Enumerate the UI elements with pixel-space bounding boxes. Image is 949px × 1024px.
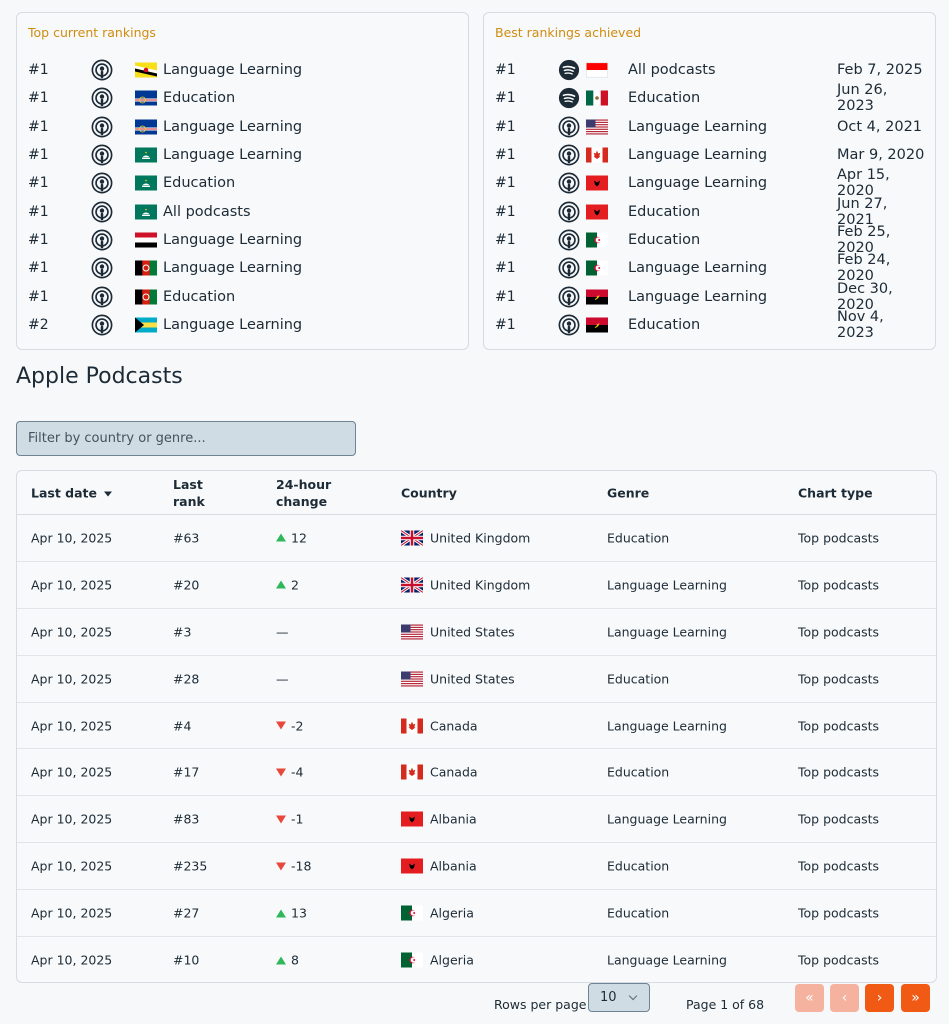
ranking-genre: Language Learning <box>628 118 768 135</box>
table-row[interactable] <box>17 703 936 750</box>
table-header <box>17 471 936 515</box>
cell-genre: Education <box>607 671 670 687</box>
apple-podcasts-icon <box>558 116 580 138</box>
cell-chart-type: Top podcasts <box>798 764 880 780</box>
cell-country <box>401 906 474 921</box>
ranking-row[interactable] <box>28 113 458 141</box>
ranking-date: Apr 15, 2020 <box>837 167 890 200</box>
ranking-row[interactable] <box>495 113 925 141</box>
rank-number: #1 <box>495 118 516 135</box>
flag-canada-icon <box>401 765 423 780</box>
trend-down-icon <box>276 862 286 870</box>
flag-algeria-icon <box>401 953 423 968</box>
cell-genre: Education <box>607 905 670 921</box>
ranking-row[interactable] <box>495 167 925 200</box>
card-title: Best rankings achieved <box>495 25 642 40</box>
flag-usa-icon <box>586 119 608 134</box>
flag-usa-icon <box>401 624 423 639</box>
header-genre: Genre <box>607 485 650 500</box>
flag-angola-icon <box>586 317 608 332</box>
apple-podcasts-icon <box>91 314 113 336</box>
chevron-down-icon <box>629 992 637 1000</box>
cell-change <box>276 530 307 545</box>
change-value: — <box>276 624 289 640</box>
cell-chart-type: Top podcasts <box>798 530 880 546</box>
ranking-genre: Language Learning <box>628 288 768 305</box>
apple-podcasts-icon <box>558 257 580 279</box>
flag-macau-icon <box>135 176 157 191</box>
table-row[interactable] <box>17 515 936 562</box>
ranking-date: Nov 4, 2023 <box>837 308 884 341</box>
country-name: United States <box>430 671 515 687</box>
flag-bahamas-icon <box>135 317 157 332</box>
cell-genre: Language Learning <box>607 577 727 593</box>
ranking-date: Feb 25, 2020 <box>837 223 891 256</box>
sort-desc-icon <box>104 491 112 496</box>
cell-change <box>276 953 299 968</box>
ranking-date: Dec 30, 2020 <box>837 280 893 313</box>
flag-uk-icon <box>401 577 423 592</box>
ranking-row[interactable] <box>28 56 458 84</box>
apple-podcasts-icon <box>91 201 113 223</box>
cell-rank: #27 <box>173 905 200 921</box>
cell-date: Apr 10, 2025 <box>31 764 113 780</box>
table-row[interactable] <box>17 890 936 937</box>
best-rankings-list <box>495 56 925 339</box>
rank-number: #1 <box>495 203 516 220</box>
cell-change <box>276 671 289 686</box>
apple-podcasts-icon <box>91 116 113 138</box>
rank-number: #2 <box>28 316 49 333</box>
rows-per-page-select[interactable] <box>588 983 650 1012</box>
ranking-genre: Education <box>628 90 701 107</box>
cell-rank: #10 <box>173 952 200 968</box>
cell-date: Apr 10, 2025 <box>31 530 113 546</box>
ranking-genre: Language Learning <box>628 147 768 164</box>
ranking-genre: All podcasts <box>163 203 251 220</box>
ranking-genre: Language Learning <box>163 62 303 79</box>
top-current-rankings-card <box>16 12 469 350</box>
best-rankings-card <box>483 12 936 350</box>
ranking-date: Feb 24, 2020 <box>837 252 891 285</box>
flag-albania-icon <box>401 812 423 827</box>
cell-date: Apr 10, 2025 <box>31 624 113 640</box>
cell-genre: Language Learning <box>607 811 727 827</box>
first-page-button[interactable]: « <box>795 984 824 1012</box>
header-chart-type: Chart type <box>798 485 873 500</box>
last-page-button[interactable]: » <box>901 984 930 1012</box>
page-indicator: Page 1 of 68 <box>686 997 765 1012</box>
cell-change <box>276 718 303 733</box>
trend-down-icon <box>276 815 286 823</box>
ranking-genre: Language Learning <box>163 316 303 333</box>
ranking-date: Jun 27, 2021 <box>837 195 888 228</box>
cell-rank: #63 <box>173 530 200 546</box>
ranking-genre: Education <box>163 288 236 305</box>
flag-macau-icon <box>135 204 157 219</box>
rank-number: #1 <box>495 231 516 248</box>
apple-podcasts-icon <box>91 286 113 308</box>
ranking-genre: Language Learning <box>163 147 303 164</box>
ranking-row[interactable] <box>495 308 925 341</box>
cell-date: Apr 10, 2025 <box>31 811 113 827</box>
cell-chart-type: Top podcasts <box>798 671 880 687</box>
country-name: Canada <box>430 718 478 733</box>
rank-number: #1 <box>28 260 49 277</box>
cell-country <box>401 718 478 733</box>
cell-chart-type: Top podcasts <box>798 858 880 874</box>
next-page-button[interactable]: › <box>865 984 894 1012</box>
country-name: Algeria <box>430 905 474 921</box>
cell-date: Apr 10, 2025 <box>31 577 113 593</box>
cell-rank: #4 <box>173 718 192 733</box>
cell-change <box>276 624 289 639</box>
apple-podcasts-icon <box>91 172 113 194</box>
cell-date: Apr 10, 2025 <box>31 718 113 733</box>
filter-input[interactable] <box>16 421 356 456</box>
cell-genre: Education <box>607 764 670 780</box>
ranking-genre: All podcasts <box>628 62 716 79</box>
cell-genre: Language Learning <box>607 624 727 640</box>
ranking-date: Oct 4, 2021 <box>837 118 923 135</box>
spotify-icon <box>558 59 580 81</box>
cell-country <box>401 859 477 874</box>
rank-number: #1 <box>495 288 516 305</box>
flag-usa-icon <box>401 671 423 686</box>
ranking-row[interactable] <box>495 223 925 256</box>
ranking-row[interactable] <box>495 195 925 228</box>
change-value: -1 <box>291 811 304 827</box>
rankings-table <box>16 470 937 983</box>
change-value: -2 <box>291 718 304 733</box>
ranking-genre: Education <box>628 203 701 220</box>
cell-genre: Education <box>607 530 670 546</box>
cell-change <box>276 859 311 874</box>
cell-chart-type: Top podcasts <box>798 952 880 968</box>
ranking-date: Jun 26, 2023 <box>837 82 888 115</box>
table-row[interactable] <box>17 562 936 609</box>
cell-chart-type: Top podcasts <box>798 905 880 921</box>
trend-up-icon <box>276 534 286 542</box>
flag-afghanistan-icon <box>135 261 157 276</box>
table-row[interactable] <box>17 937 936 983</box>
apple-podcasts-icon <box>558 144 580 166</box>
rank-number: #1 <box>495 62 516 79</box>
flag-algeria-icon <box>586 261 608 276</box>
apple-podcasts-icon <box>558 314 580 336</box>
table-body <box>17 515 936 983</box>
flag-algeria-icon <box>401 906 423 921</box>
rank-number: #1 <box>28 90 49 107</box>
ranking-genre: Language Learning <box>628 175 768 192</box>
flag-cape-verde-icon <box>135 91 157 106</box>
cell-date: Apr 10, 2025 <box>31 905 113 921</box>
cell-chart-type: Top podcasts <box>798 811 880 827</box>
ranking-row[interactable] <box>28 226 458 254</box>
cell-rank: #83 <box>173 811 200 827</box>
cell-rank: #3 <box>173 624 192 640</box>
cell-rank: #20 <box>173 577 200 593</box>
cell-date: Apr 10, 2025 <box>31 858 113 874</box>
ranking-genre: Education <box>628 231 701 248</box>
country-name: Albania <box>430 858 477 874</box>
cell-change <box>276 577 299 592</box>
rank-number: #1 <box>495 90 516 107</box>
change-value: 12 <box>291 530 307 546</box>
cell-country <box>401 812 477 827</box>
apple-podcasts-icon <box>558 229 580 251</box>
header-last-date[interactable] <box>31 484 112 501</box>
rank-number: #1 <box>495 316 516 333</box>
change-value: -4 <box>291 764 304 780</box>
ranking-row[interactable] <box>28 197 458 225</box>
country-name: Algeria <box>430 952 474 968</box>
apple-podcasts-icon <box>558 201 580 223</box>
cell-genre: Language Learning <box>607 952 727 968</box>
cell-chart-type: Top podcasts <box>798 624 880 640</box>
ranking-row[interactable] <box>28 254 458 282</box>
cell-rank: #17 <box>173 764 200 780</box>
apple-podcasts-icon <box>91 257 113 279</box>
ranking-genre: Language Learning <box>628 260 768 277</box>
ranking-date: Mar 9, 2020 <box>837 147 925 164</box>
apple-podcasts-icon <box>558 172 580 194</box>
cell-rank: #28 <box>173 671 200 687</box>
pagination <box>0 983 949 1024</box>
country-name: United Kingdom <box>430 530 531 546</box>
table-row[interactable] <box>17 843 936 890</box>
rank-number: #1 <box>28 147 49 164</box>
rank-number: #1 <box>28 118 49 135</box>
flag-cape-verde-icon <box>135 119 157 134</box>
flag-canada-icon <box>401 718 423 733</box>
country-name: Albania <box>430 811 477 827</box>
ranking-row[interactable] <box>28 311 458 339</box>
cell-date: Apr 10, 2025 <box>31 952 113 968</box>
rank-number: #1 <box>495 147 516 164</box>
cell-change <box>276 906 307 921</box>
cell-chart-type: Top podcasts <box>798 577 880 593</box>
header-24h-change: 24-hour change <box>276 476 332 509</box>
ranking-row[interactable] <box>495 82 925 115</box>
ranking-genre: Language Learning <box>163 118 303 135</box>
table-row[interactable] <box>17 656 936 703</box>
change-value: 13 <box>291 905 307 921</box>
cell-date: Apr 10, 2025 <box>31 671 113 687</box>
apple-podcasts-icon <box>558 286 580 308</box>
trend-down-icon <box>276 768 286 776</box>
cell-change <box>276 812 303 827</box>
rows-per-page-label: Rows per page <box>494 997 587 1012</box>
cell-country <box>401 953 474 968</box>
ranking-genre: Education <box>628 316 701 333</box>
ranking-row[interactable] <box>495 252 925 285</box>
ranking-row[interactable] <box>28 169 458 197</box>
ranking-genre: Language Learning <box>163 231 303 248</box>
ranking-genre: Education <box>163 90 236 107</box>
rows-per-page-value: 10 <box>600 990 617 1005</box>
cell-change <box>276 765 303 780</box>
ranking-row[interactable] <box>495 56 925 84</box>
ranking-row[interactable] <box>495 141 925 169</box>
trend-down-icon <box>276 722 286 730</box>
card-title: Top current rankings <box>28 25 156 40</box>
current-rankings-list <box>28 56 458 339</box>
ranking-genre: Language Learning <box>163 260 303 277</box>
flag-brunei-icon <box>135 63 157 78</box>
cell-country <box>401 765 478 780</box>
change-value: 2 <box>291 577 299 593</box>
rank-number: #1 <box>28 203 49 220</box>
country-name: United Kingdom <box>430 577 531 593</box>
flag-albania-icon <box>401 859 423 874</box>
rank-number: #1 <box>28 231 49 248</box>
prev-page-button[interactable]: ‹ <box>830 984 859 1012</box>
rank-number: #1 <box>28 62 49 79</box>
cell-country <box>401 530 530 545</box>
cell-chart-type: Top podcasts <box>798 718 880 733</box>
ranking-row[interactable] <box>495 280 925 313</box>
flag-indonesia-icon <box>586 63 608 78</box>
apple-podcasts-icon <box>91 59 113 81</box>
flag-albania-icon <box>586 204 608 219</box>
flag-canada-icon <box>586 148 608 163</box>
ranking-row[interactable] <box>28 282 458 310</box>
cell-genre: Education <box>607 858 670 874</box>
apple-podcasts-icon <box>91 144 113 166</box>
rank-number: #1 <box>28 175 49 192</box>
apple-podcasts-icon <box>91 87 113 109</box>
flag-albania-icon <box>586 176 608 191</box>
cell-country <box>401 671 515 686</box>
rank-number: #1 <box>495 175 516 192</box>
flag-algeria-icon <box>586 232 608 247</box>
flag-yemen-icon <box>135 232 157 247</box>
country-name: United States <box>430 624 515 640</box>
cell-country <box>401 577 530 592</box>
table-row[interactable] <box>17 796 936 843</box>
header-last-rank: Last rank <box>173 476 205 509</box>
trend-up-icon <box>276 909 286 917</box>
cell-country <box>401 624 515 639</box>
ranking-genre: Education <box>163 175 236 192</box>
change-value: -18 <box>291 858 312 874</box>
rank-number: #1 <box>495 260 516 277</box>
flag-mexico-icon <box>586 91 608 106</box>
ranking-date: Feb 7, 2025 <box>837 62 923 79</box>
cell-genre: Language Learning <box>607 718 727 733</box>
flag-uk-icon <box>401 530 423 545</box>
header-country: Country <box>401 485 457 500</box>
ranking-row[interactable] <box>28 84 458 112</box>
section-title: Apple Podcasts <box>16 364 183 389</box>
cell-rank: #235 <box>173 858 208 874</box>
header-label: Last date <box>31 485 98 500</box>
spotify-icon <box>558 87 580 109</box>
apple-podcasts-icon <box>91 229 113 251</box>
rank-number: #1 <box>28 288 49 305</box>
flag-afghanistan-icon <box>135 289 157 304</box>
trend-up-icon <box>276 581 286 589</box>
flag-macau-icon <box>135 148 157 163</box>
ranking-row[interactable] <box>28 141 458 169</box>
flag-angola-icon <box>586 289 608 304</box>
change-value: — <box>276 671 289 687</box>
table-row[interactable] <box>17 609 936 656</box>
country-name: Canada <box>430 764 478 780</box>
trend-up-icon <box>276 956 286 964</box>
change-value: 8 <box>291 952 299 968</box>
table-row[interactable] <box>17 749 936 796</box>
